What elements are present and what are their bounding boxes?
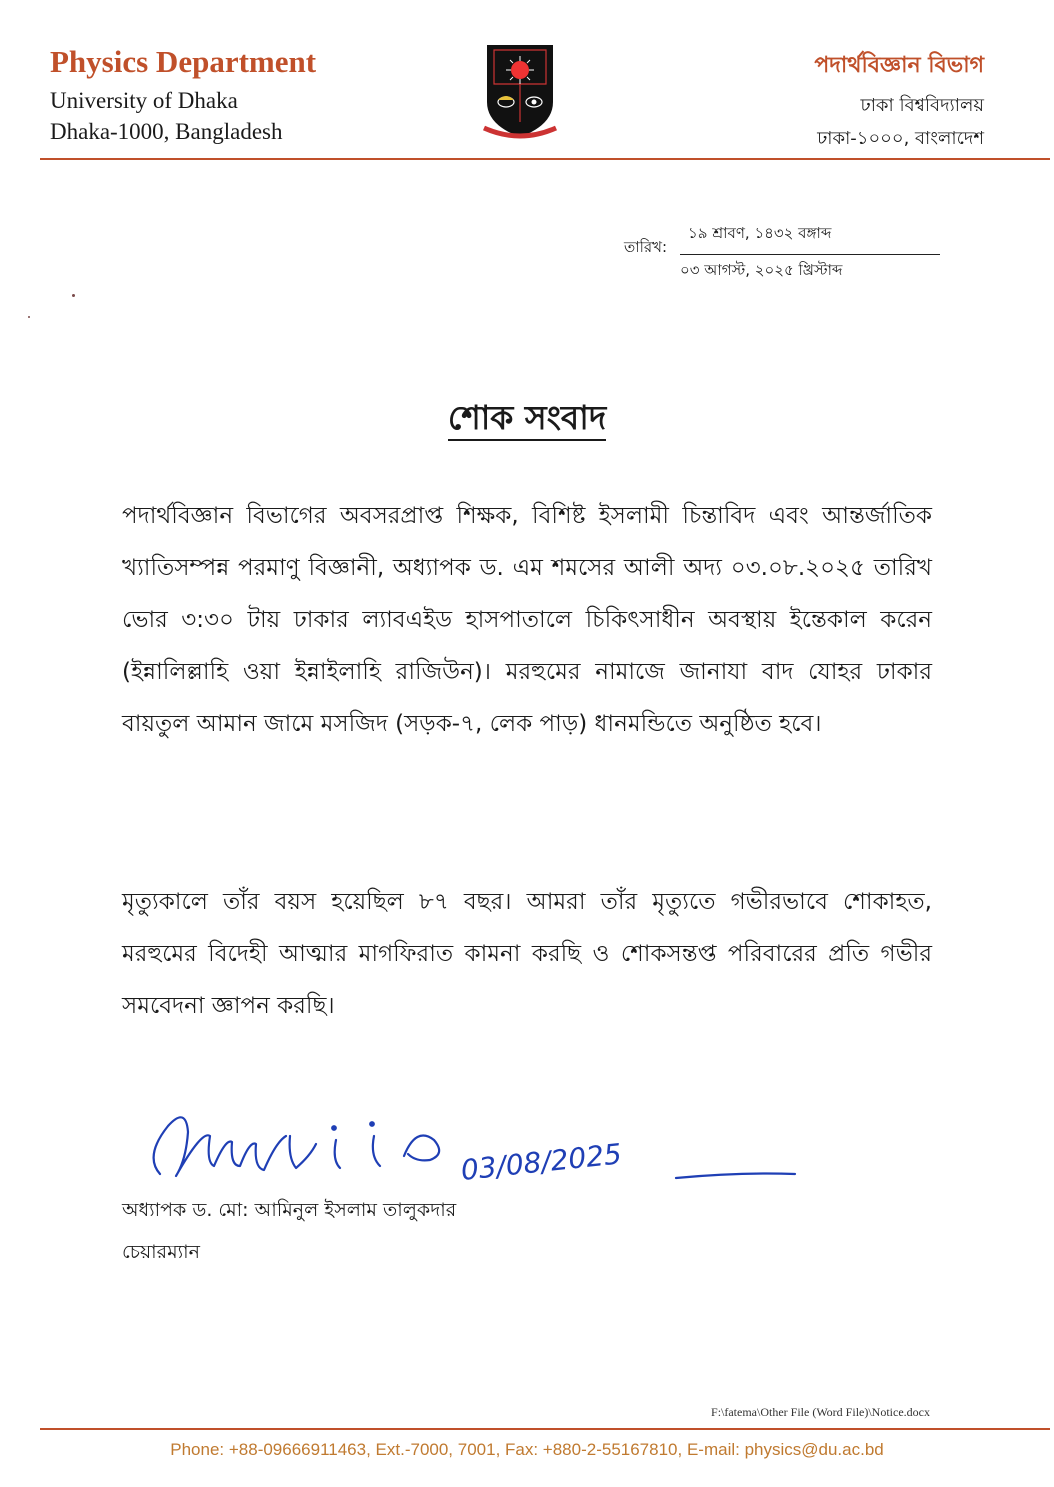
date-label: তারিখ: [624, 238, 668, 256]
file-path: F:\fatema\Other File (Word File)\Notice.docx [711, 1405, 930, 1419]
university-name-bn: ঢাকা বিশ্ববিদ্যালয় [860, 95, 984, 116]
header-divider [40, 158, 1050, 160]
address-bn: ঢাকা-১০০০, বাংলাদেশ [817, 128, 984, 149]
signer-title: চেয়ারম্যান [122, 1241, 201, 1263]
scan-speck [28, 316, 30, 318]
notice-paragraph-1: পদার্থবিজ্ঞান বিভাগের অবসরপ্রাপ্ত শিক্ষক, বিশিষ্ট ইসলামী চিন্তাবিদ এবং আন্তর্জাতিক খ্যাতিসম্পন্ন পরমাণু বিজ্ঞানী, অধ্যাপক ড. এম শমসের আলী অদ্য ০৩.০৮.২০২৫ তারিখ ভোর ৩:৩০ টায় ঢাকার ল্যাবএইড হাসপাতালে চিকিৎসাধীন অবস্থায় ইন্তেকাল করেন (ইন্নালিল্লাহি ওয়া ইন্নাইলাহি রাজিউন)। মরহুমের নামাজে জানাযা বাদ যোহর ঢাকার বায়তুল আমান জামে মসজিদ (সড়ক-৭, লেক পাড়) ধানমন্ডিতে অনুষ্ঠিত হবে। [122, 503, 932, 737]
notice-paragraph-2: মৃত্যুকালে তাঁর বয়স হয়েছিল ৮৭ বছর। আমরা তাঁর মৃত্যুতে গভীরভাবে শোকাহত, মরহুমের বিদেহী আত্মার মাগফিরাত কামনা করছি ও শোকসন্তপ্ত পরিবারের প্রতি গভীর সমবেদনা জ্ঞাপন করছি। [122, 889, 932, 1019]
department-name-en: Physics Department [50, 44, 317, 79]
department-name-bn: পদার্থবিজ্ঞান বিভাগ [814, 53, 984, 78]
bangla-date: ১৯ শ্রাবণ, ১৪৩২ বঙ্গাব্দ [688, 224, 832, 242]
university-logo-icon [480, 40, 560, 140]
address-en: Dhaka-1000, Bangladesh [50, 119, 283, 144]
notice-title-text: শোক সংবাদ [448, 398, 606, 441]
signature-date: 03/08/2025 [459, 1137, 624, 1187]
scan-speck [72, 294, 75, 297]
university-name-en: University of Dhaka [50, 88, 238, 113]
notice-title [0, 392, 1054, 448]
footer-contact: Phone: +88-09666911463, Ext.-7000, 7001, Fax: +880-2-55167810, E-mail: physics@du.ac.bd [170, 1440, 884, 1459]
signer-name: অধ্যাপক ড. মো: আমিনুল ইসলাম তালুকদার [122, 1199, 457, 1221]
footer-divider [40, 1428, 1050, 1430]
date-divider [680, 254, 940, 255]
gregorian-date: ০৩ আগস্ট, ২০২৫ খ্রিস্টাব্দ [680, 261, 843, 279]
